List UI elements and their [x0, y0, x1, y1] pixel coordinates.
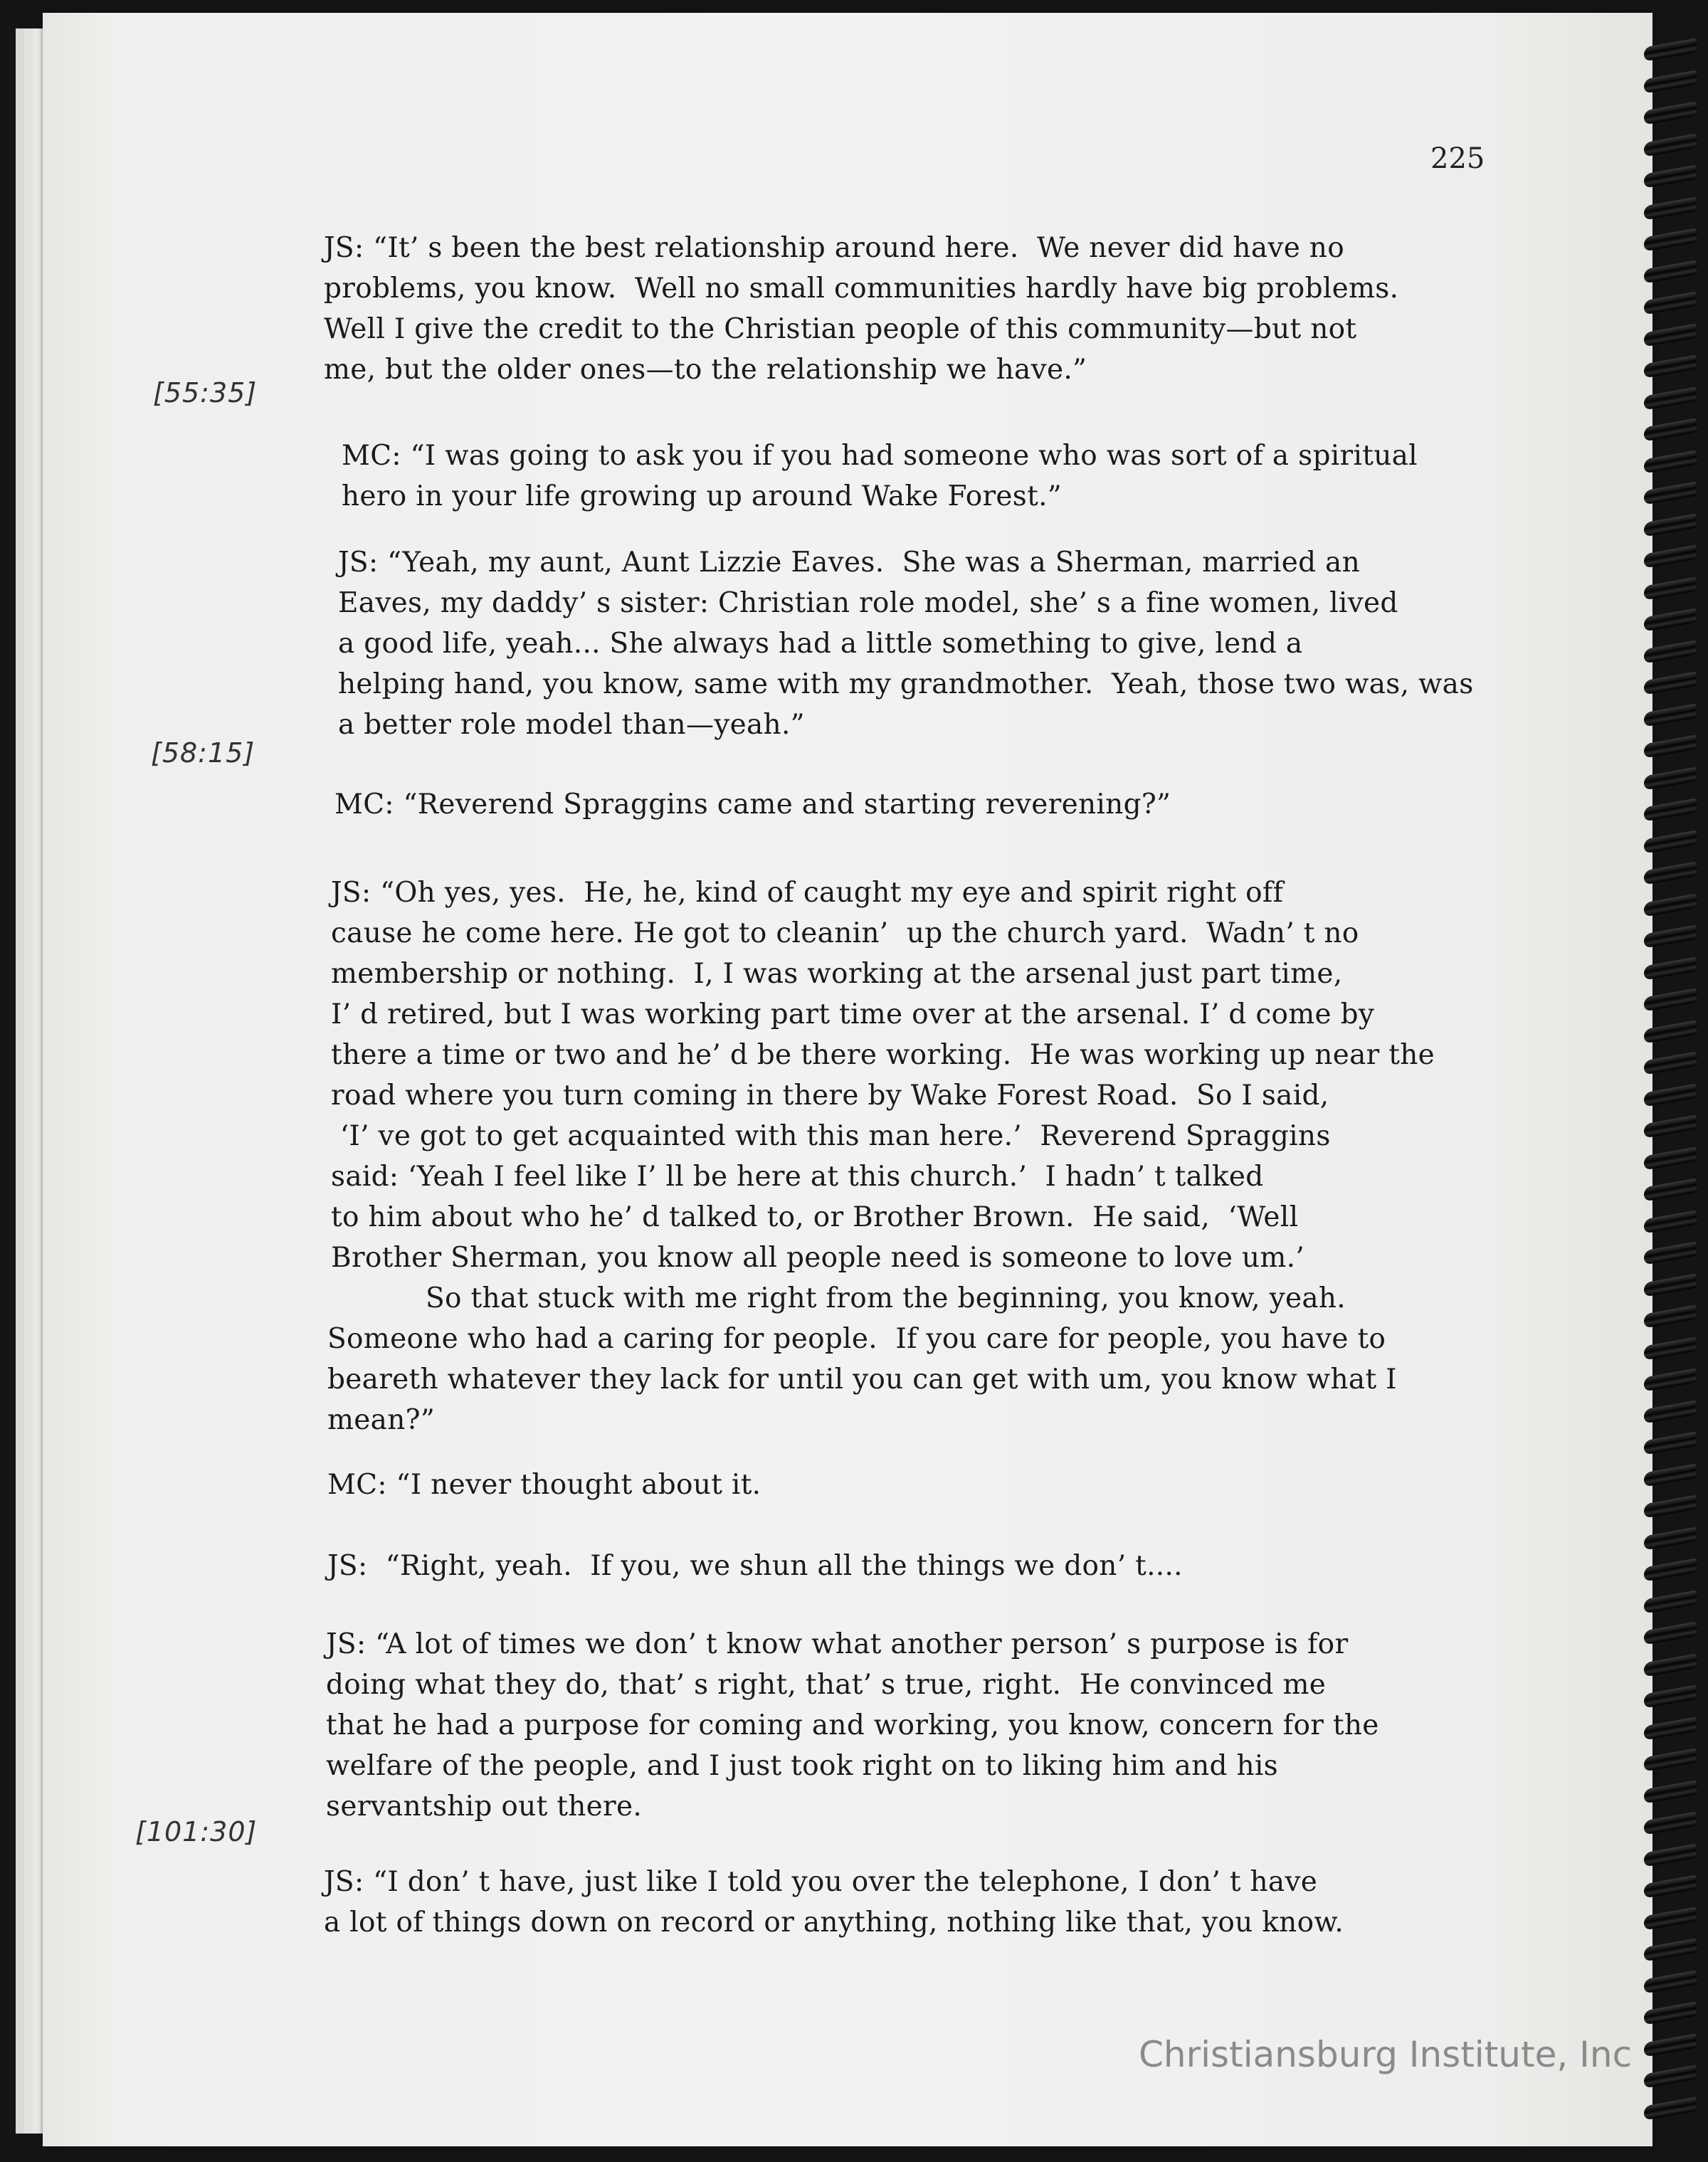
binding-coil — [1644, 260, 1697, 283]
text-line: said: ‘Yeah I feel like I’ ll be here at this church.’ I hadn’ t talked — [331, 1161, 1264, 1193]
binding-coil — [1644, 1114, 1697, 1138]
binding-coil — [1644, 323, 1697, 347]
text-line: a good life, yeah... She always had a little something to give, lend a — [338, 628, 1303, 660]
binding-coil — [1644, 1368, 1697, 1391]
binding-coil — [1644, 2001, 1697, 2025]
binding-coil — [1644, 1083, 1697, 1107]
binding-coil — [1644, 133, 1697, 157]
binding-coil — [1644, 1684, 1697, 1708]
binding-coil — [1644, 576, 1697, 600]
text-line: me, but the older ones—to the relationship we have.” — [324, 354, 1087, 386]
binding-coil — [1644, 1526, 1697, 1550]
spiral-binding — [1637, 43, 1708, 2149]
binding-coil — [1644, 1178, 1697, 1201]
paragraph-js-purpose — [326, 1624, 1514, 1827]
binding-coil — [1644, 703, 1697, 727]
text-line: MC: “I was going to ask you if you had someone who was sort of a spiritual — [342, 440, 1418, 472]
binding-coil — [1644, 164, 1697, 188]
binding-coil — [1644, 450, 1697, 473]
paragraph-js-oh-yes — [331, 872, 1519, 1278]
watermark: Christiansburg Institute, Inc — [1139, 2034, 1633, 2075]
text-line: a lot of things down on record or anything, nothing like that, you know. — [324, 1907, 1344, 1939]
paragraph-js-aunt-lizzie — [338, 542, 1527, 745]
text-line: JS: “A lot of times we don’ t know what another person’ s purpose is for — [326, 1628, 1349, 1660]
binding-coil — [1644, 1431, 1697, 1455]
binding-coil — [1644, 861, 1697, 885]
paragraph-mc-reverend — [334, 784, 1523, 825]
binding-coil — [1644, 924, 1697, 948]
binding-coil — [1644, 1590, 1697, 1613]
binding-coil — [1644, 1304, 1697, 1328]
binding-coil — [1644, 1717, 1697, 1740]
binding-coil — [1644, 1748, 1697, 1771]
binding-coil — [1644, 1938, 1697, 1961]
binding-coil — [1644, 291, 1697, 315]
text-line: JS: “Right, yeah. If you, we shun all the things we don’ t.... — [327, 1550, 1183, 1582]
paragraph-js-telephone — [324, 1862, 1512, 1943]
paragraph-mc-never-thought — [327, 1465, 1516, 1505]
binding-coil — [1644, 1210, 1697, 1233]
text-line: Well I give the credit to the Christian people of this community—but not — [324, 313, 1357, 345]
binding-coil — [1644, 544, 1697, 568]
binding-coil — [1644, 1843, 1697, 1867]
text-line: Someone who had a caring for people. If you care for people, you have to — [327, 1323, 1386, 1355]
binding-coil — [1644, 70, 1697, 93]
binding-coil — [1644, 418, 1697, 441]
text-line: JS: “Oh yes, yes. He, he, kind of caught my eye and spirit right off — [331, 877, 1284, 909]
text-line: doing what they do, that’ s right, that’ s true, right. He convinced me — [326, 1669, 1327, 1701]
binding-coil — [1644, 1653, 1697, 1677]
binding-coil — [1644, 798, 1697, 821]
text-line: I’ d retired, but I was working part time over at the arsenal. I’ d come by — [331, 998, 1375, 1030]
binding-coil — [1644, 481, 1697, 505]
binding-coil — [1644, 956, 1697, 980]
text-line: JS: “It’ s been the best relationship around here. We never did have no — [324, 232, 1344, 264]
text-line: there a time or two and he’ d be there working. He was working up near the — [331, 1039, 1435, 1071]
binding-coil — [1644, 1463, 1697, 1487]
binding-coil — [1644, 1146, 1697, 1170]
timestamp-1: [55:35] — [153, 377, 258, 408]
text-line: that he had a purpose for coming and working, you know, concern for the — [326, 1709, 1379, 1741]
text-line: So that stuck with me right from the beginning, you know, yeah. — [426, 1282, 1346, 1314]
binding-coil — [1644, 2033, 1697, 2057]
binding-coil — [1644, 1494, 1697, 1518]
binding-coil — [1644, 354, 1697, 378]
text-line: Eaves, my daddy’ s sister: Christian role model, she’ s a fine women, lived — [338, 587, 1398, 619]
binding-coil — [1644, 1970, 1697, 1993]
text-line: JS: “I don’ t have, just like I told you over the telephone, I don’ t have — [324, 1866, 1318, 1898]
binding-coil — [1644, 228, 1697, 251]
binding-coil — [1644, 1558, 1697, 1581]
text-line: a better role model than—yeah.” — [338, 709, 805, 741]
binding-coil — [1644, 893, 1697, 917]
binding-coil — [1644, 1020, 1697, 1043]
paragraph-mc-spiritual-hero — [342, 436, 1530, 517]
timestamp-3: [101:30] — [135, 1816, 258, 1847]
text-line: ‘I’ ve got to get acquainted with this man here.’ Reverend Spraggins — [331, 1120, 1331, 1152]
binding-coil — [1644, 1241, 1697, 1265]
binding-coil — [1644, 2065, 1697, 2088]
binding-coil — [1644, 988, 1697, 1011]
binding-coil — [1644, 1400, 1697, 1423]
binding-coil — [1644, 513, 1697, 537]
text-line: beareth whatever they lack for until you can get with um, you know what I — [327, 1364, 1397, 1396]
text-line: Brother Sherman, you know all people need is someone to love um.’ — [331, 1242, 1305, 1274]
paragraph-js-stuck-with-me — [327, 1278, 1516, 1440]
text-line: MC: “I never thought about it. — [327, 1469, 761, 1501]
text-line: problems, you know. Well no small communities hardly have big problems. — [324, 273, 1399, 305]
text-line: helping hand, you know, same with my grandmother. Yeah, those two was, was — [338, 668, 1474, 700]
text-line: MC: “Reverend Spraggins came and starting reverening?” — [334, 789, 1171, 821]
binding-coil — [1644, 1811, 1697, 1835]
binding-coil — [1644, 1273, 1697, 1297]
binding-coil — [1644, 766, 1697, 790]
text-line: to him about who he’ d talked to, or Brother Brown. He said, ‘Well — [331, 1201, 1299, 1233]
binding-coil — [1644, 1907, 1697, 1930]
binding-coil — [1644, 1336, 1697, 1360]
binding-coil — [1644, 101, 1697, 125]
binding-coil — [1644, 1874, 1697, 1898]
binding-coil — [1644, 830, 1697, 853]
text-line: JS: “Yeah, my aunt, Aunt Lizzie Eaves. She was a Sherman, married an — [338, 547, 1361, 579]
binding-coil — [1644, 671, 1697, 695]
page-number: 225 — [1430, 142, 1485, 175]
text-line: mean?” — [327, 1404, 436, 1436]
binding-coil — [1644, 1051, 1697, 1075]
binding-coil — [1644, 640, 1697, 663]
binding-coil — [1644, 734, 1697, 758]
binding-coil — [1644, 386, 1697, 410]
text-line: cause he come here. He got to cleanin’ up the church yard. Wadn’ t no — [331, 917, 1359, 949]
binding-coil — [1644, 1780, 1697, 1803]
text-line: welfare of the people, and I just took right on to liking him and his — [326, 1750, 1278, 1782]
binding-coil — [1644, 1621, 1697, 1645]
binding-coil — [1644, 608, 1697, 631]
paragraph-js-right-yeah — [327, 1546, 1516, 1586]
text-line: servantship out there. — [326, 1791, 643, 1823]
binding-coil — [1644, 2097, 1697, 2120]
binding-coil — [1644, 196, 1697, 220]
text-line: road where you turn coming in there by Wake Forest Road. So I said, — [331, 1080, 1329, 1112]
paragraph-js-relationship — [324, 228, 1512, 390]
text-line: hero in your life growing up around Wake Forest.” — [342, 480, 1063, 512]
timestamp-2: [58:15] — [151, 737, 255, 769]
text-line: membership or nothing. I, I was working at the arsenal just part time, — [331, 958, 1343, 990]
